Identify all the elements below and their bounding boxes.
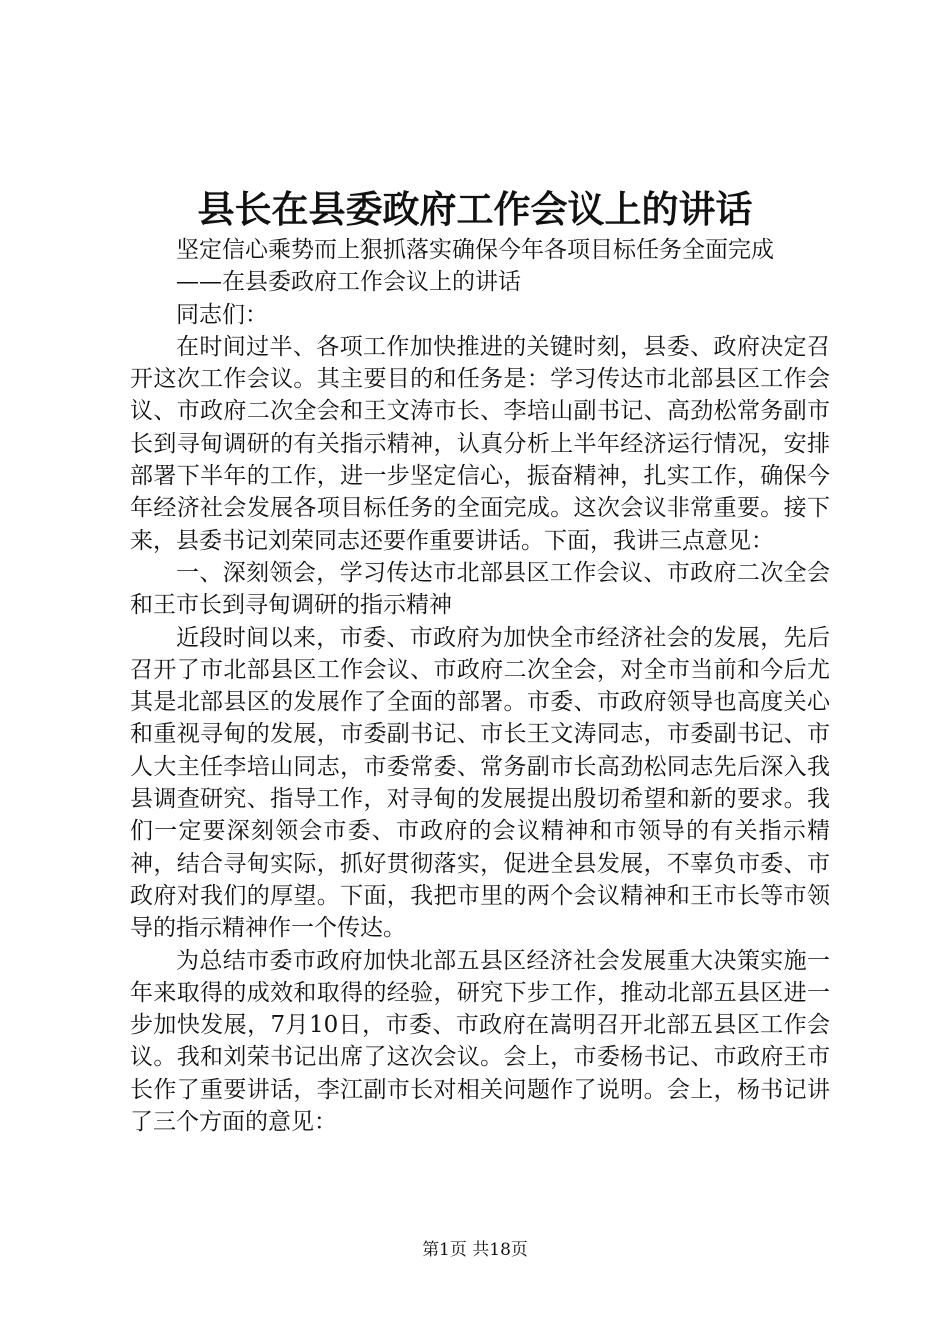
subtitle-paragraph: 坚定信心乘势而上狠抓落实确保今年各项目标任务全面完成 [176, 237, 774, 263]
document-title: 县长在县委政府工作会议上的讲话 [197, 188, 753, 231]
body-paragraph: 在时间过半、各项工作加快推进的关键时刻，县委、政府决定召开这次工作会议。其主要目的和任务是：学习传达市北部县区工作会议、市政府二次全会和王文涛市长、李培山副书记、高劲松常务副市长到寻甸调研的有关指示精神，认真分析上半年经济运行情况，安排部署下半年的工作，进一步坚定信心，振奋精神，扎实工作，确保今年经济社会发展各项目标任务的全面完成。这次会议非常重要。接下来，县委书记刘荣同志还要作重要讲话。下面，我讲三点意见： [130, 333, 830, 554]
body-paragraph: 为总结市委市政府加快北部五县区经济社会发展重大决策实施一年来取得的成效和取得的经验，研究下步工作，推动北部五县区进一步加快发展，7月10日，市委、市政府在嵩明召开北部五县区工作会议。我和刘荣书记出席了这次会议。会上，市委杨书记、市政府王市长作了重要讲话，李江副市长对相关问题作了说明。会上，杨书记讲了三个方面的意见： [130, 947, 830, 1136]
section-heading: 一、深刻领会，学习传达市北部县区工作会议、市政府二次全会和王市长到寻甸调研的指示精神 [130, 559, 830, 619]
document-body [130, 234, 830, 1138]
subtitle-attribution: ——在县委政府工作会议上的讲话 [176, 269, 521, 296]
body-paragraph: 近段时间以来，市委、市政府为加快全市经济社会的发展，先后召开了市北部县区工作会议、市政府二次全会，对全市当前和今后尤其是北部县区的发展作了全面的部署。市委、市政府领导也高度关心和重视寻甸的发展，市委副书记、市长王文涛同志，市委副书记、市人大主任李培山同志，市委常委、常务副市长高劲松同志先后深入我县调查研究、指导工作，对寻甸的发展提出殷切希望和新的要求。我们一定要深刻领会市委、市政府的会议精神和市领导的有关指示精神，结合寻甸实际，抓好贯彻落实，促进全县发展，不辜负市委、市政府对我们的厚望。下面，我把市里的两个会议精神和王市长等市领导的指示精神作一个传达。 [130, 624, 830, 942]
salutation: 同志们： [176, 301, 268, 328]
page-number-footer: 第1页 共18页 [422, 1240, 528, 1260]
